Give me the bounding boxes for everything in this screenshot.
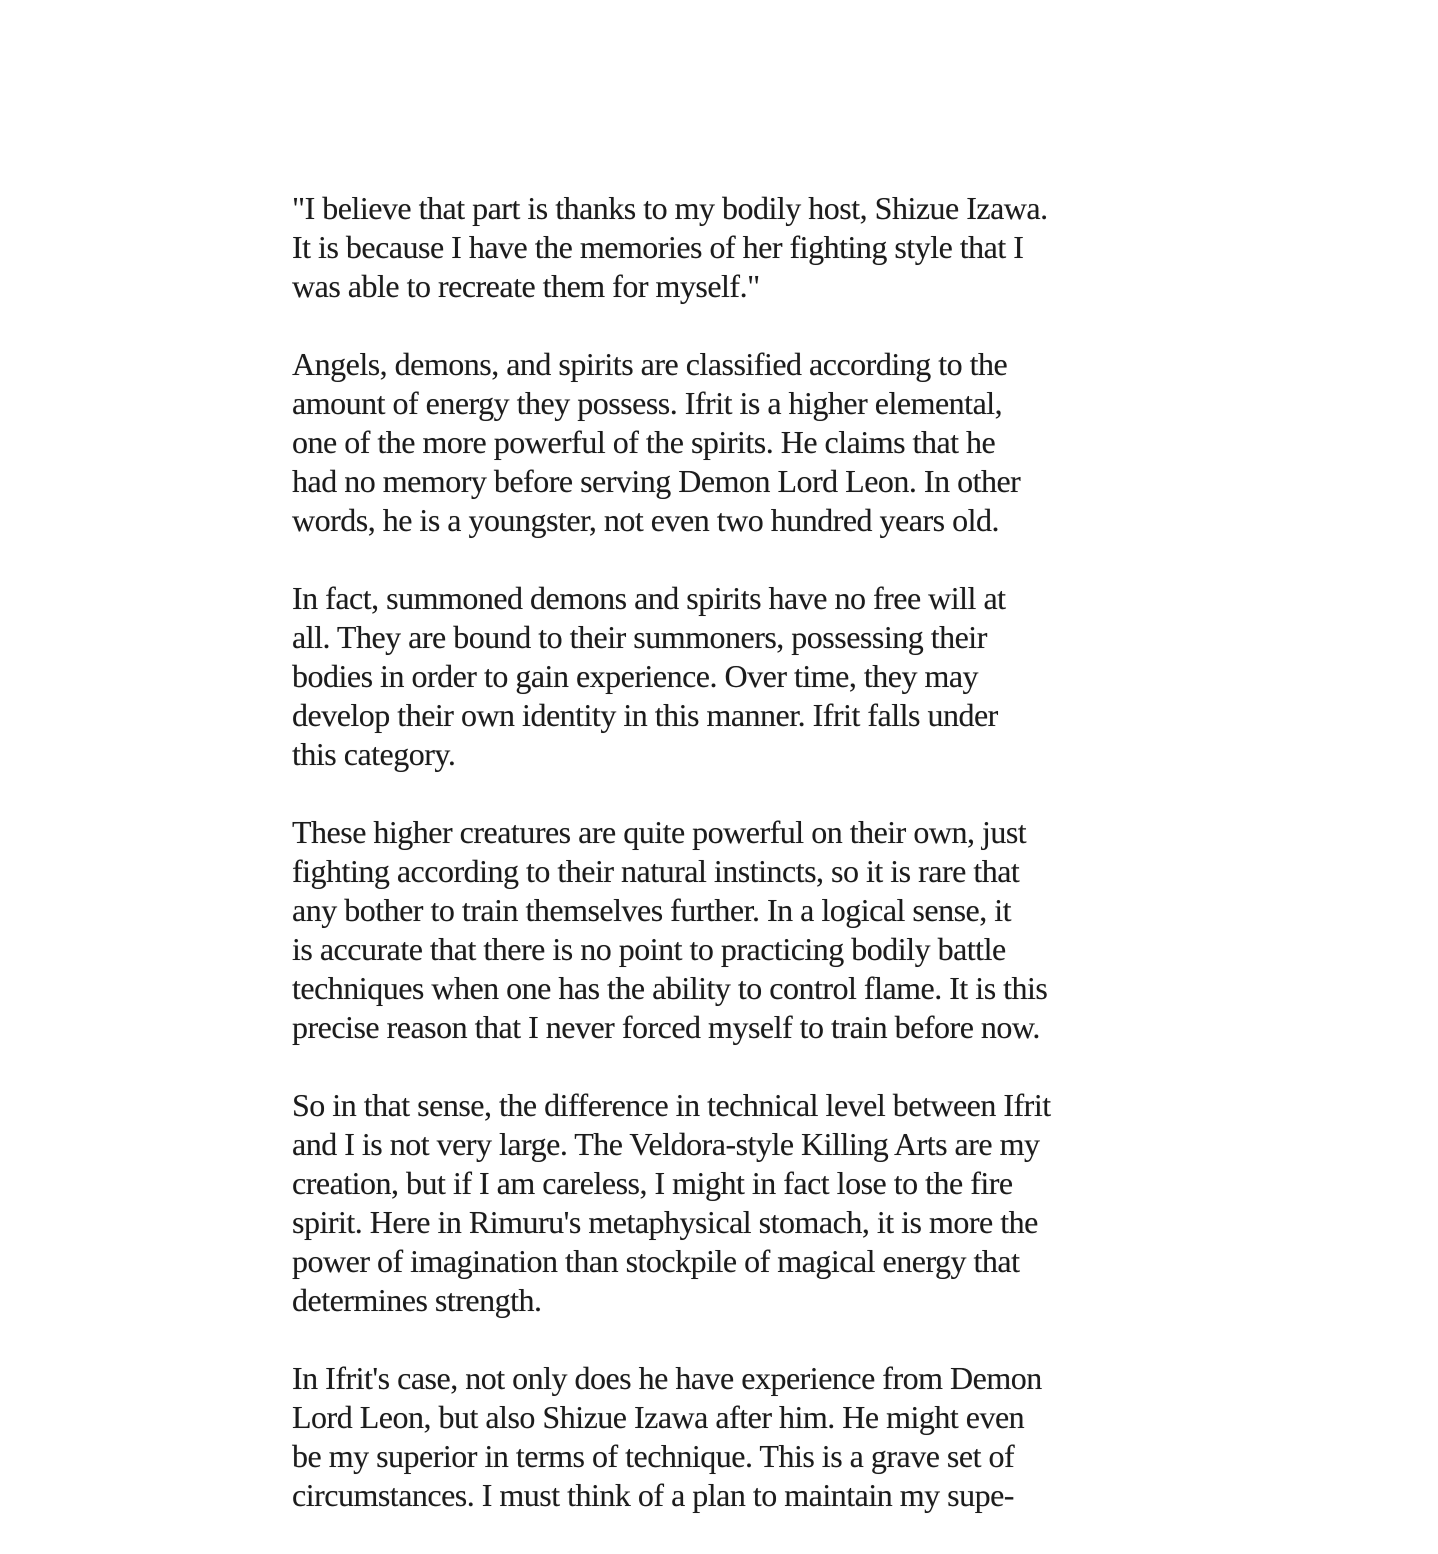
text-line: spirit. Here in Rimuru's metaphysical stomach, it is more the <box>292 1204 1038 1240</box>
text-line: is accurate that there is no point to practicing bodily battle <box>292 931 1006 967</box>
text-line: In fact, summoned demons and spirits have no free will at <box>292 580 1006 616</box>
paragraph <box>292 1359 1162 1515</box>
text-line: "I believe that part is thanks to my bodily host, Shizue Izawa. <box>292 190 1048 226</box>
text-line: this category. <box>292 736 456 772</box>
text-line: one of the more powerful of the spirits. He claims that he <box>292 424 996 460</box>
text-line: Lord Leon, but also Shizue Izawa after him. He might even <box>292 1399 1025 1435</box>
paragraph <box>292 813 1162 1047</box>
paragraph <box>292 1086 1162 1320</box>
text-line: Angels, demons, and spirits are classified according to the <box>292 346 1008 382</box>
text-line: These higher creatures are quite powerful on their own, just <box>292 814 1027 850</box>
text-line: So in that sense, the difference in technical level between Ifrit <box>292 1087 1051 1123</box>
text-line: had no memory before serving Demon Lord Leon. In other <box>292 463 1021 499</box>
text-line: develop their own identity in this manner. Ifrit falls under <box>292 697 998 733</box>
text-line: was able to recreate them for myself." <box>292 268 760 304</box>
paragraph <box>292 345 1162 540</box>
text-line: bodies in order to gain experience. Over time, they may <box>292 658 979 694</box>
text-line: fighting according to their natural instincts, so it is rare that <box>292 853 1020 889</box>
text-line: creation, but if I am careless, I might in fact lose to the fire <box>292 1165 1013 1201</box>
text-line: power of imagination than stockpile of magical energy that <box>292 1243 1020 1279</box>
text-line: circumstances. I must think of a plan to maintain my supe- <box>292 1477 1014 1513</box>
paragraph <box>292 189 1162 306</box>
text-line: amount of energy they possess. Ifrit is a higher elemental, <box>292 385 1003 421</box>
text-line: all. They are bound to their summoners, possessing their <box>292 619 987 655</box>
text-line: determines strength. <box>292 1282 542 1318</box>
text-line: techniques when one has the ability to control flame. It is this <box>292 970 1048 1006</box>
text-column <box>292 189 1162 1554</box>
text-line: precise reason that I never forced myself to train before now. <box>292 1009 1040 1045</box>
text-line: be my superior in terms of technique. This is a grave set of <box>292 1438 1015 1474</box>
text-line: In Ifrit's case, not only does he have experience from Demon <box>292 1360 1042 1396</box>
paragraph <box>292 579 1162 774</box>
text-line: It is because I have the memories of her fighting style that I <box>292 229 1024 265</box>
text-line: and I is not very large. The Veldora-style Killing Arts are my <box>292 1126 1040 1162</box>
text-line: words, he is a youngster, not even two hundred years old. <box>292 502 999 538</box>
text-line: any bother to train themselves further. In a logical sense, it <box>292 892 1011 928</box>
